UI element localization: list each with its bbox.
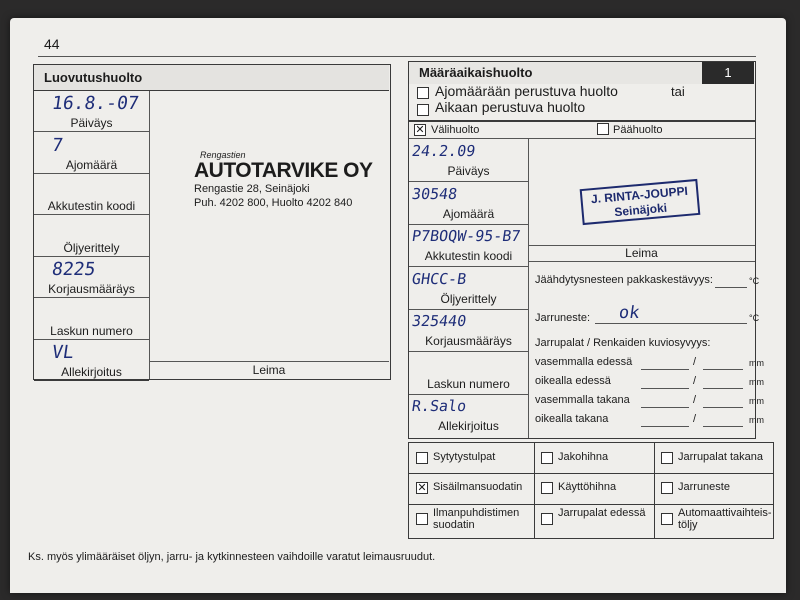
checkbox[interactable] — [661, 513, 673, 525]
checkbox[interactable] — [541, 513, 553, 525]
slash: / — [693, 375, 697, 387]
brake-fluid-unit: °C — [749, 313, 760, 323]
field-value[interactable]: 8225 — [50, 259, 97, 280]
stamp-prefix: Rengastien — [200, 150, 246, 160]
left-form — [33, 64, 391, 380]
field-value[interactable]: R.Salo — [410, 397, 468, 415]
slash: / — [693, 356, 697, 368]
pad-label: oikealla edessä — [535, 375, 611, 387]
field-label: Ajomäärä — [442, 206, 495, 221]
checkbox[interactable]: ✕ — [417, 482, 427, 494]
checkbox-paahuolto[interactable] — [597, 123, 609, 135]
stamp-line — [149, 361, 389, 362]
workshop-stamp-name: J. RINTA-JOUPPI — [590, 183, 689, 207]
coolant-unit: °C — [749, 276, 760, 286]
stamp-label: Leima — [252, 363, 286, 377]
divider — [409, 394, 528, 395]
divider — [409, 138, 755, 139]
label-valihuolto: Välihuolto — [431, 124, 480, 136]
field-value[interactable]: P7BOQW-95-B7 — [410, 227, 522, 245]
pad-label: vasemmalla edessä — [535, 356, 633, 368]
unit-mm: mm — [749, 396, 764, 406]
unit-mm: mm — [749, 377, 764, 387]
field-label: Akkutestin koodi — [424, 249, 513, 263]
field-value[interactable]: GHCC-B — [410, 269, 468, 288]
field-value[interactable]: 16.8.-07 — [50, 93, 141, 114]
field-label: Päiväys — [447, 164, 490, 178]
check-label: Ilmanpuhdistimen suodatin — [433, 507, 520, 531]
check-label: Jarruneste — [678, 481, 730, 493]
workshop-stamp-city: Seinäjoki — [613, 200, 668, 220]
check-label: Jarrupalat edessä — [558, 507, 646, 519]
page-number: 44 — [44, 36, 60, 52]
stamp-phone: Puh. 4202 800, Huolto 4202 840 — [194, 197, 353, 209]
tread-line[interactable] — [703, 369, 743, 370]
field-value[interactable]: 7 — [50, 134, 65, 156]
check-label: Sisäilmansuodatin — [433, 481, 523, 493]
right-form — [408, 61, 764, 439]
brake-fluid-value: ok — [617, 303, 641, 323]
tread-line[interactable] — [703, 407, 743, 408]
divider — [34, 339, 149, 340]
coolant-label: Jäähdytysnesteen pakkaskestävyys: — [535, 274, 713, 286]
service-number: 1 — [702, 62, 754, 84]
option-mileage: Ajomäärään perustuva huolto — [435, 83, 618, 99]
field-label: Laskun numero — [427, 376, 510, 391]
divider — [409, 504, 773, 505]
field-label: Ajomäärä — [65, 157, 118, 172]
check-label: Jarrupalat takana — [678, 451, 763, 463]
divider — [34, 131, 149, 132]
stamp-company: AUTOTARVIKE OY — [194, 159, 373, 182]
field-label: Päiväys — [70, 116, 113, 130]
field-value[interactable]: 30548 — [410, 184, 459, 203]
checklist — [408, 442, 774, 539]
pad-label: oikealla takana — [535, 413, 609, 425]
checkbox[interactable] — [541, 482, 553, 494]
divider — [528, 261, 755, 262]
stamp-label: Leima — [625, 246, 658, 260]
field-value[interactable]: 24.2.09 — [410, 142, 477, 160]
field-label: Öljyerittely — [440, 291, 497, 306]
pad-line[interactable] — [641, 426, 689, 427]
tread-line[interactable] — [703, 426, 743, 427]
field-label: Akkutestin koodi — [47, 199, 136, 213]
workshop-stamp — [580, 179, 701, 225]
brake-fluid-line[interactable] — [595, 323, 747, 324]
checkbox-valihuolto[interactable]: ✕ — [415, 124, 425, 136]
divider — [409, 473, 773, 474]
coolant-line[interactable] — [715, 287, 747, 288]
divider — [409, 120, 755, 122]
field-label: Korjausmääräys — [425, 334, 512, 348]
unit-mm: mm — [749, 415, 764, 425]
option-time: Aikaan perustuva huolto — [435, 99, 586, 115]
divider — [409, 309, 528, 310]
checkbox[interactable] — [416, 452, 428, 464]
check-label: Sytytystulpat — [433, 451, 496, 463]
checkbox[interactable] — [661, 482, 673, 494]
field-value[interactable]: 325440 — [410, 312, 468, 330]
unit-mm: mm — [749, 358, 764, 368]
pad-label: vasemmalla takana — [535, 394, 630, 406]
divider — [34, 297, 149, 298]
column-divider — [528, 138, 529, 438]
divider — [34, 256, 149, 257]
divider — [34, 173, 149, 174]
pad-line[interactable] — [641, 388, 689, 389]
right-form-title: Määräaikaishuolto — [409, 62, 702, 84]
check-label: Jakohihna — [558, 451, 609, 463]
divider — [409, 266, 528, 267]
divider — [38, 56, 756, 57]
divider — [409, 224, 528, 225]
stamp-address: Rengastie 28, Seinäjoki — [194, 183, 310, 195]
field-label: Allekirjoitus — [438, 419, 499, 433]
checkbox[interactable] — [541, 452, 553, 464]
checkbox[interactable] — [416, 513, 428, 525]
brake-fluid-label: Jarruneste: — [535, 312, 591, 324]
footer-note: Ks. myös ylimääräiset öljyn, jarru- ja kytkinnesteen vaihdoille varatut leimausruudut. — [28, 551, 436, 563]
company-stamp — [194, 150, 384, 209]
option-or: tai — [671, 84, 685, 99]
pads-title: Jarrupalat / Renkaiden kuviosyvyys: — [535, 337, 711, 349]
checkbox-time[interactable] — [417, 104, 429, 116]
check-label: Käyttöhihna — [558, 481, 617, 493]
divider — [409, 181, 528, 182]
field-label: Laskun numero — [50, 323, 133, 338]
checkbox-mileage[interactable] — [417, 87, 429, 99]
field-label: Öljyerittely — [63, 240, 120, 255]
divider — [34, 380, 149, 381]
check-label: Automaattivaihteis-töljy — [678, 507, 772, 531]
pad-line[interactable] — [641, 407, 689, 408]
field-label: Korjausmääräys — [48, 282, 135, 296]
left-form-title: Luovutushuolto — [34, 65, 389, 91]
column-divider — [534, 443, 535, 538]
slash: / — [693, 394, 697, 406]
checkbox[interactable] — [661, 452, 673, 464]
label-paahuolto: Päähuolto — [613, 124, 663, 136]
pad-line[interactable] — [641, 369, 689, 370]
column-divider — [149, 91, 150, 379]
field-value[interactable]: VL — [50, 342, 76, 363]
divider — [409, 351, 528, 352]
divider — [34, 214, 149, 215]
tread-line[interactable] — [703, 388, 743, 389]
slash: / — [693, 413, 697, 425]
field-label: Allekirjoitus — [61, 365, 122, 379]
